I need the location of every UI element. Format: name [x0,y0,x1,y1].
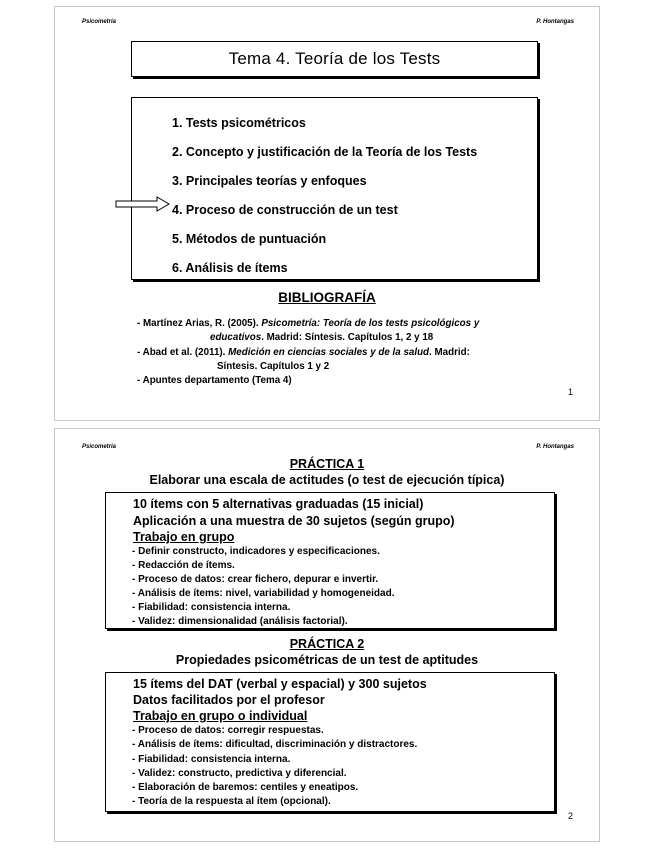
header-course: Psicometría [82,444,117,450]
slide-title: Tema 4. Teoría de los Tests [131,41,538,77]
topic-item: 6. Análisis de ítems [172,261,288,275]
bibliography-entry-3: - Apuntes departamento (Tema 4) [137,375,292,386]
practica1-item: - Fiabilidad: consistencia interna. [132,602,291,613]
header-author: P. Hontangas [536,444,574,450]
practica1-item: - Redacción de ítems. [132,560,235,571]
practica1-box [105,492,555,629]
practica2-item: - Elaboración de baremos: centiles y eneatipos. [132,782,359,793]
practica1-item: - Definir constructo, indicadores y especificaciones. [132,546,380,557]
practica2-subtitle: Propiedades psicométricas de un test de aptitudes [175,653,479,667]
practica1-item: - Análisis de ítems: nivel, variabilidad y homogeneidad. [132,588,395,599]
header-course: Psicometría [82,19,117,25]
practica1-group-label: Trabajo en grupo [133,530,235,544]
practica1-line2: Aplicación a una muestra de 30 sujetos (según grupo) [133,514,455,528]
practica1-subtitle: Elaborar una escala de actitudes (o test de ejecución típica) [149,473,505,487]
header-author: P. Hontangas [536,19,574,25]
practica2-line2: Datos facilitados por el profesor [133,693,325,707]
practica2-line1: 15 ítems del DAT (verbal y espacial) y 300 sujetos [133,677,427,691]
practica2-title: PRÁCTICA 2 [289,637,365,651]
practica1-line1: 10 ítems con 5 alternativas graduadas (15 inicial) [133,497,424,511]
practica2-item: - Validez: constructo, predictiva y diferencial. [132,768,347,779]
practica1-item: - Validez: dimensionalidad (análisis factorial). [132,616,348,627]
slide-1 [54,6,600,421]
bibliography-entry-2: - Abad et al. (2011). Medición en ciencias sociales y de la salud. Madrid: [137,347,470,358]
practica1-title: PRÁCTICA 1 [289,457,365,471]
bibliography-title: BIBLIOGRAFÍA [278,290,376,305]
bibliography-entry-1-cont: educativos. Madrid: Síntesis. Capítulos 1, 2 y 18 [210,332,434,343]
topic-item: 3. Principales teorías y enfoques [172,174,367,188]
bibliography-entry-2-cont: Síntesis. Capítulos 1 y 2 [217,361,330,372]
practica2-item: - Proceso de datos: corregir respuestas. [132,725,324,736]
practica2-box [105,672,555,812]
practica2-group-label: Trabajo en grupo o individual [133,709,308,723]
page-number: 2 [567,811,573,821]
bibliography-entry-1: - Martínez Arias, R. (2005). Psicometría: Teoría de los tests psicológicos y [137,318,480,329]
topic-item-current: 4. Proceso de construcción de un test [172,203,398,217]
practica1-item: - Proceso de datos: crear fichero, depurar e invertir. [132,574,379,585]
topic-item: 5. Métodos de puntuación [172,232,327,246]
practica2-item: - Fiabilidad: consistencia interna. [132,754,291,765]
practica2-item: - Análisis de ítems: dificultad, discriminación y distractores. [132,739,418,750]
topics-list [131,97,538,280]
topic-item: 1. Tests psicométricos [172,116,306,130]
slide-2 [54,428,600,842]
practica2-item: - Teoría de la respuesta al ítem (opcional). [132,796,331,807]
current-topic-arrow-icon [115,196,171,212]
page-number: 1 [567,387,573,397]
topic-item: 2. Concepto y justificación de la Teoría de los Tests [172,145,478,159]
